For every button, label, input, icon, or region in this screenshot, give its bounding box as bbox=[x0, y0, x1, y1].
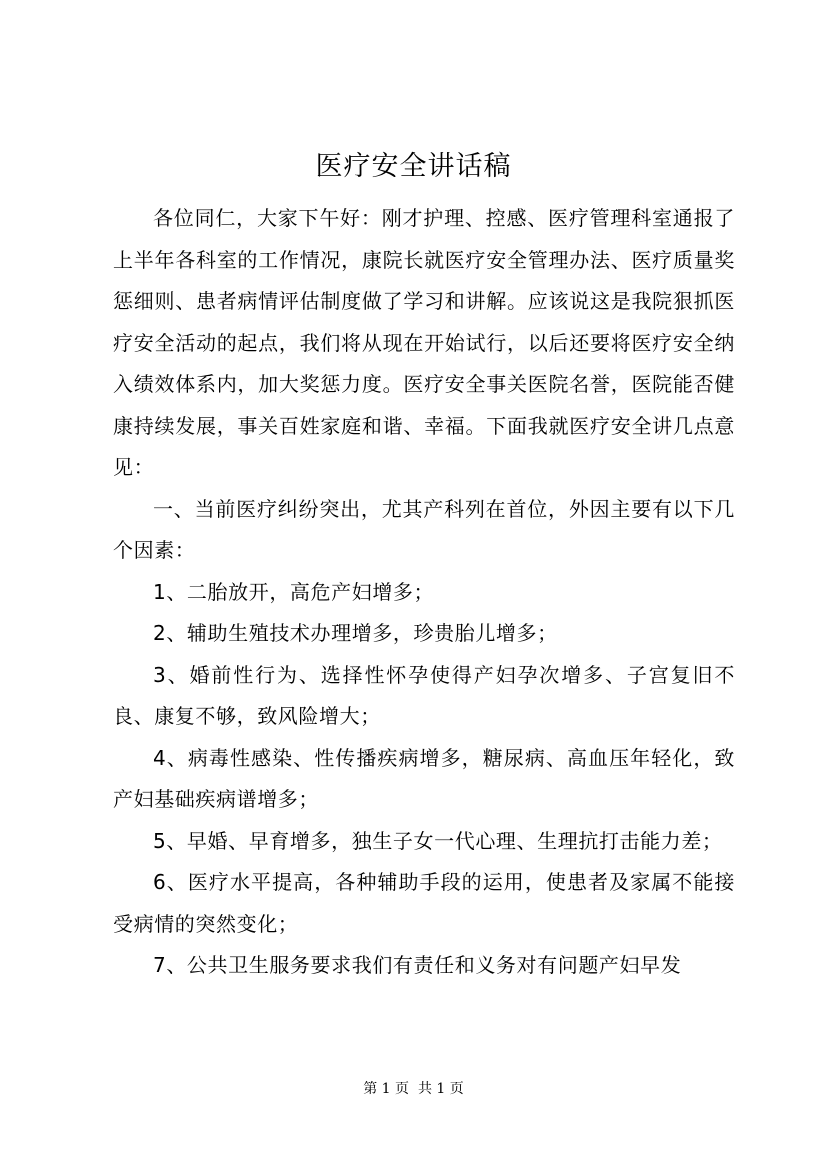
paragraph-item-7: 7、公共卫生服务要求我们有责任和义务对有问题产妇早发 bbox=[153, 953, 682, 977]
paragraph-opening: 各位同仁，大家下午好：刚才护理、控感、医疗管理科室通报了上半年各科室的工作情况，康院长就医疗安全管理办法、医疗质量奖惩细则、患者病情评估制度做了学习和讲解。应该说这是我院狠抓医疗安全活动的起点，我们将从现在开始试行，以后还要将医疗安全纳入绩效体系内，加大奖惩力度。医疗安全事关医院名誉，医院能否健康持续发展，事关百姓家庭和谐、幸福。下面我就医疗安全讲几点意见： bbox=[113, 206, 735, 479]
paragraph-item-6: 6、医疗水平提高，各种辅助手段的运用，使患者及家属不能接受病情的突然变化； bbox=[113, 870, 735, 936]
page-number-label: 第 1 页 共 1 页 bbox=[363, 1081, 464, 1097]
paragraph-item-5: 5、早婚、早育增多，独生子女一代心理、生理抗打击能力差； bbox=[153, 828, 723, 853]
document-body bbox=[113, 198, 735, 987]
paragraph-item-2: 2、辅助生殖技术办理增多，珍贵胎儿增多； bbox=[153, 621, 558, 645]
page-footer bbox=[0, 1079, 827, 1099]
paragraph-item-3: 3、婚前性行为、选择性怀孕使得产妇孕次增多、子宫复旧不良、康复不够，致风险增大； bbox=[113, 662, 735, 728]
document-title: 医疗安全讲话稿 bbox=[315, 151, 512, 182]
paragraph-item-1: 1、二胎放开，高危产妇增多； bbox=[153, 579, 435, 604]
paragraph-section-one: 一、当前医疗纠纷突出，尤其产科列在首位，外因主要有以下几个因素： bbox=[113, 496, 735, 562]
paragraph-item-4: 4、病毒性感染、性传播疾病增多，糖尿病、高血压年轻化，致产妇基础疾病谱增多； bbox=[113, 745, 735, 811]
